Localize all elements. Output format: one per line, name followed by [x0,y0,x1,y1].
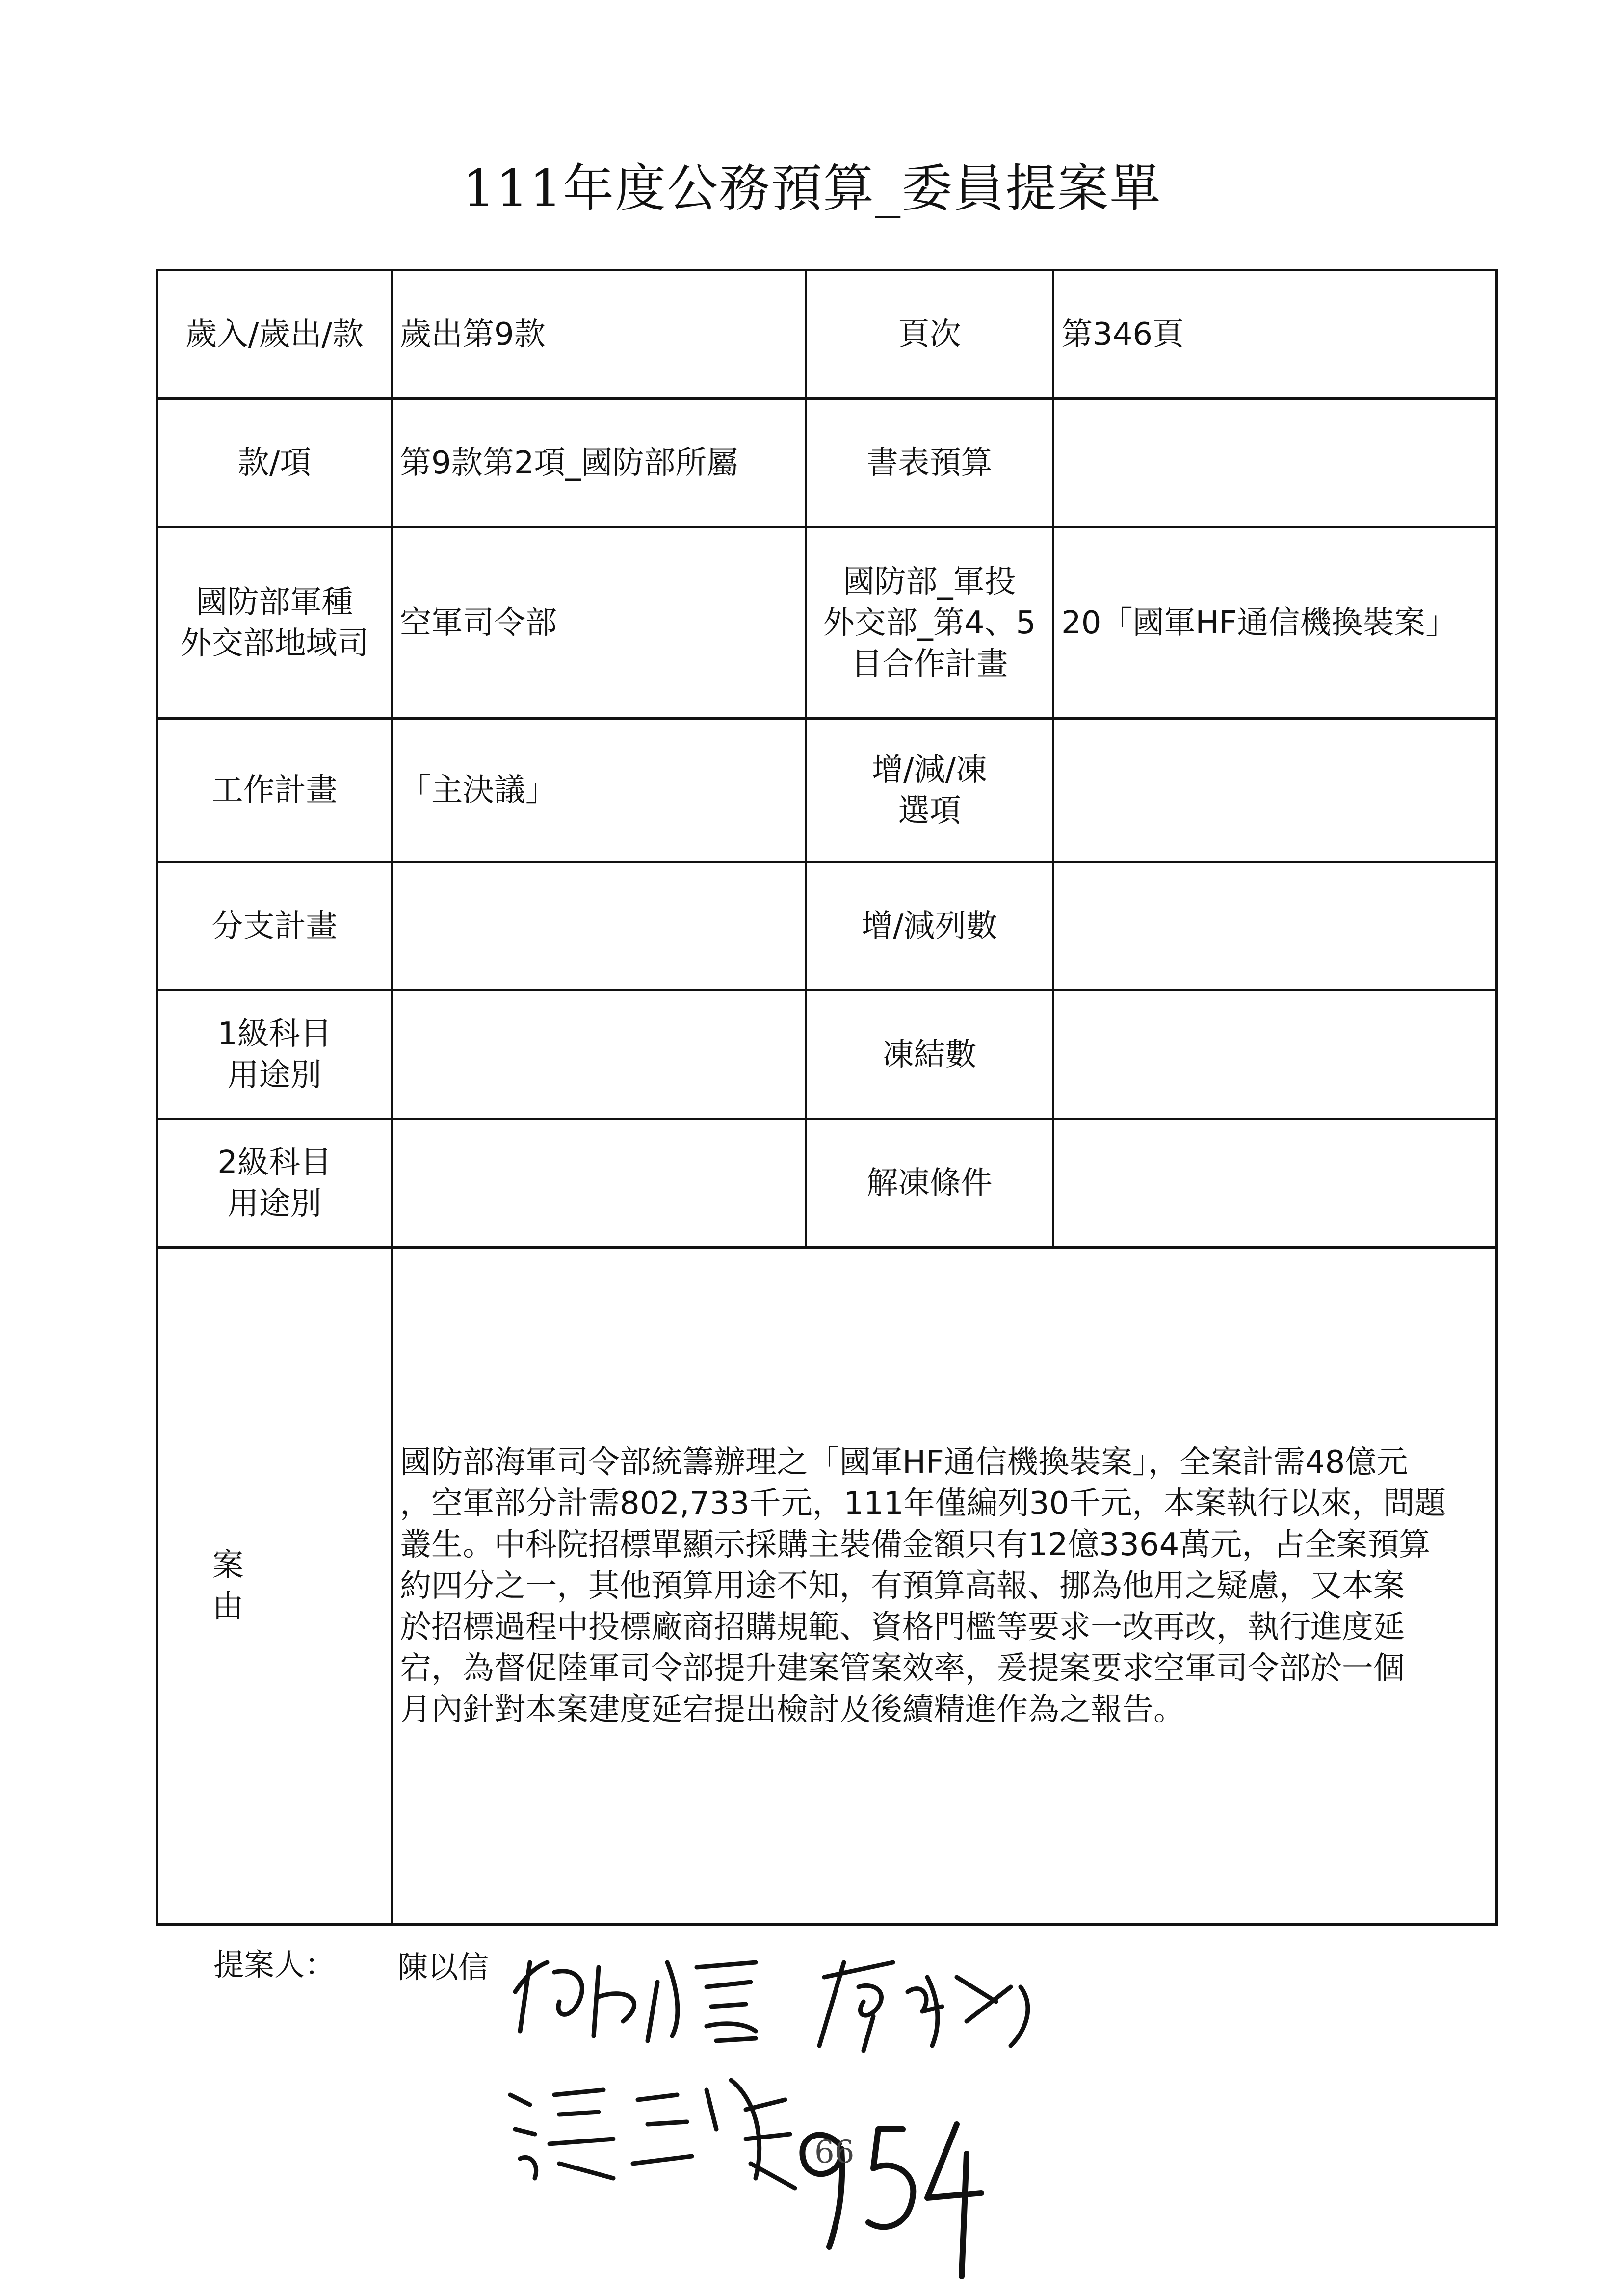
label-work-plan: 工作計畫 [157,719,392,862]
label-program [806,527,1053,719]
value-page: 第346頁 [1053,270,1497,399]
reason-line: 宕，為督促陸軍司令部提升建案管案效率，爰提案要求空軍司令部於一個 [400,1650,1405,1687]
value-work-plan: 「主決議」 [392,719,806,862]
row-section-item [157,399,1497,527]
value-unfreeze-condition [1053,1119,1497,1248]
value-adjust-option [1053,719,1497,862]
label-unfreeze-condition: 解凍條件 [806,1119,1053,1248]
label-budget-category: 歲入/歲出/款 [157,270,392,399]
proposer-label: 提案人： [213,1947,336,1983]
row-level2-subject [157,1119,1497,1248]
reason-line: 於招標過程中投標廠商招購規範、資格門檻等要求一改再改，執行進度延 [400,1609,1405,1645]
label-line: 選項 [898,792,961,829]
page-number: 66 [814,2134,855,2170]
proposal-form-table [156,269,1498,1926]
row-military-branch [157,527,1497,719]
value-section-item: 第9款第2項_國防部所屬 [392,399,806,527]
form-title: 111年度公務預算_委員提案單 [462,158,1162,218]
row-work-plan [157,719,1497,862]
reason-line: 叢生。中科院招標單顯示採購主裝備金額只有12億3364萬元，占全案預算 [400,1526,1431,1563]
row-budget-category [157,270,1497,399]
label-frozen-amount: 凍結數 [806,991,1053,1119]
label-adjust-amount: 增/減列數 [806,862,1053,991]
proposer-name: 陳以信 [397,1949,489,1985]
label-reason: 案由 [157,1248,392,1925]
label-level2-subject [157,1119,392,1248]
label-line: 增/減/凍 [871,751,988,788]
reason-line: 約四分之一，其他預算用途不知，有預算高報、挪為他用之疑慮，又本案 [400,1567,1405,1604]
label-line: 2級科目 [217,1144,332,1181]
label-line: 外交部_第4、5 [823,604,1036,641]
reason-line: 月內針對本案建度延宕提出檢討及後續精進作為之報告。 [400,1691,1185,1728]
signature-1 [515,1962,756,2041]
signature-3 [510,2080,795,2188]
value-program: 20「國軍HF通信機換裝案」 [1053,527,1497,719]
label-line: 用途別 [227,1057,322,1094]
row-sub-plan [157,862,1497,991]
reason-text [392,1248,1497,1925]
label-line: 國防部_軍投 [843,563,1016,600]
label-adjust-option [806,719,1053,862]
handwritten-signatures [500,1933,1335,2296]
reason-line: 國防部海軍司令部統籌辦理之「國軍HF通信機換裝案」，全案計需48億元 [400,1444,1408,1481]
label-page: 頁次 [806,270,1053,399]
value-adjust-amount [1053,862,1497,991]
value-statement-budget [1053,399,1497,527]
value-level1-subject [392,991,806,1119]
row-reason [157,1248,1497,1925]
label-statement-budget: 書表預算 [806,399,1053,527]
label-line: 國防部軍種 [196,584,353,621]
label-section-item: 款/項 [157,399,392,527]
label-line: 用途別 [227,1185,322,1222]
label-line: 1級科目 [217,1016,332,1052]
value-military-branch: 空軍司令部 [392,527,806,719]
reason-line: ，空軍部分計需802,733千元，111年僅編列30千元，本案執行以來，問題 [400,1485,1446,1522]
label-line: 外交部地域司 [180,625,369,662]
value-sub-plan [392,862,806,991]
label-level1-subject [157,991,392,1119]
label-sub-plan: 分支計畫 [157,862,392,991]
value-budget-category: 歲出第9款 [392,270,806,399]
value-frozen-amount [1053,991,1497,1119]
value-level2-subject [392,1119,806,1248]
row-level1-subject [157,991,1497,1119]
signature-2 [819,1962,1028,2051]
label-military-branch [157,527,392,719]
label-line: 目合作計畫 [851,646,1008,682]
